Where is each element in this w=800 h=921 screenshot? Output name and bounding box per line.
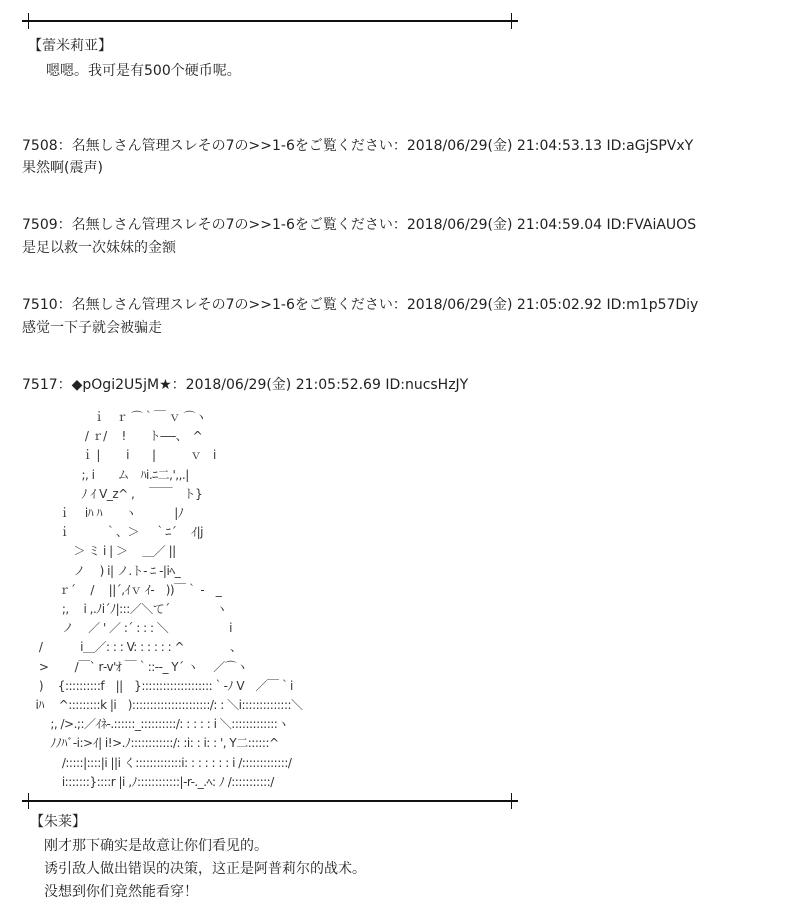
dialogue-line: 诱引敌人做出错误的决策，这正是阿普莉尔的战术。 xyxy=(44,861,366,877)
dialogue-line: 没想到你们竟然能看穿！ xyxy=(44,884,198,900)
divider-top xyxy=(22,20,518,22)
post-body: 果然啊(震声) xyxy=(22,160,103,176)
post-body: 是足以救一次妹妹的金额 xyxy=(22,240,176,256)
divider-bottom xyxy=(22,800,518,802)
dialogue-line: 嗯嗯。我可是有500个硬币呢。 xyxy=(46,63,241,79)
post-header: 7508：名無しさん管理スレその7の>>1-6をご覧ください：2018/06/29(金) 21:04:53.13 ID:aGjSPVxY xyxy=(22,138,694,154)
speaker-name: 【蕾米莉亚】 xyxy=(28,38,112,54)
ascii-art: ｉ ｒ ⌒｀￣ ｖ ⌒ヽ / ｒ/ ! ト―‐、 ^ ｉ | i | ｖ i ;, i ム ﾊi.ﾆ二,',,.| ﾉ ｲ V_z^ , ￣￣ ト} ｉ iﾊ ﾊ ヽ |ﾉ ｉ ｀、＞ ｀ﾆ´ ｲ|j ＞ ミ i | ＞ ＿／ || ノ ) i| ノ.ト‐ ﾆ -|iﾍ_ ｒ´ / ||´,ｲｖ ｲ- ))￣｀ ‐ _ ;, i ,.ﾉi´ﾉ|:::／＼て´ ヽ ノ ／ ' ／ :´ : : : ＼ i / i＿／: : : V: : : : : : ^ 、 > /￣` r‐v'ｵ ￣｀::‐-_ Y´ ヽ ／⌒ヽ ) {::::::::::f || }::::::::::::::::::::｀‐ﾉ V ／￣｀i iﾊ ^:::::::::k |i )::::::::::::::::::::::/: : ＼i::::::::::::::＼ ;, />.;:／ｲﾈ‐.::::::_::::::::::/: : : : : i ＼:::::::::::::ヽ ﾉﾉﾊﾞ‐i:>ｲ| i!>.ﾉ::::::::::::/: :i: : i: : ', Y二::::::^ /:::::|::::|i ||i く:::::::::::::i: : : : : : : i /:::::::::::::/ i:::::::}::::r |i ,ﾉ::::::::::::|-r-._.ﾍ: ﾉ /:::::::::::/ xyxy=(35,410,303,789)
post-header: 7509：名無しさん管理スレその7の>>1-6をご覧ください：2018/06/29(金) 21:04:59.04 ID:FVAiAUOS xyxy=(22,217,697,233)
speaker-name: 【朱莱】 xyxy=(30,814,86,830)
dialogue-line: 刚才那下确实是故意让你们看见的。 xyxy=(44,838,268,854)
post-body: 感觉一下子就会被骗走 xyxy=(22,320,162,336)
post-header: 7510：名無しさん管理スレその7の>>1-6をご覧ください：2018/06/29(金) 21:05:02.92 ID:m1p57Diy xyxy=(22,297,699,313)
post-header: 7517：◆pOgi2U5jM★：2018/06/29(金) 21:05:52.69 ID:nucsHzJY xyxy=(22,377,469,393)
